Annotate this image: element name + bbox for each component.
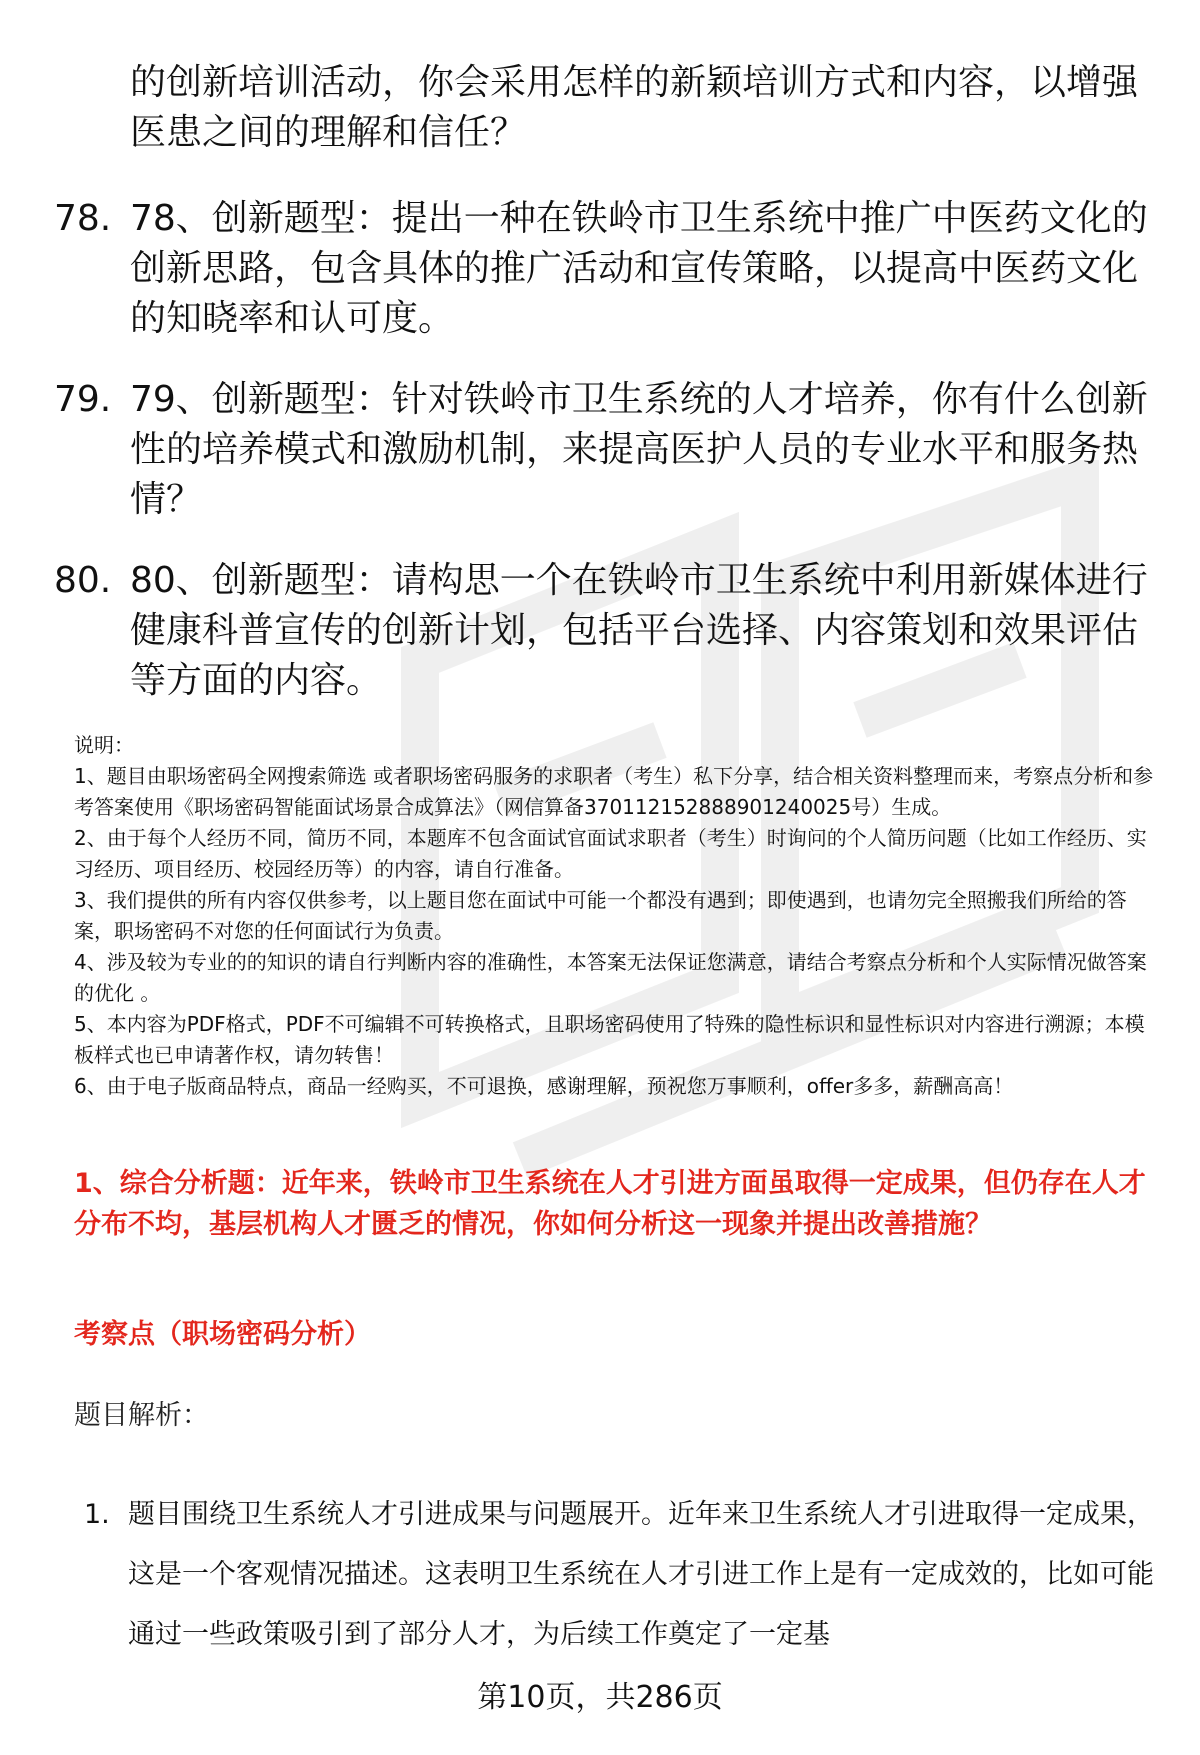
notes-section (74, 730, 1164, 1102)
list-item (40, 556, 1150, 706)
analysis-text: 题目围绕卫生系统人才引进成果与问题展开。近年来卫生系统人才引进取得一定成果，这是一个客观情况描述。这表明卫生系统在人才引进工作上是有一定成效的，比如可能通过一些政策吸引到了部分人才，为后续工作奠定了一定基 (128, 1499, 1154, 1650)
note-item: 4、涉及较为专业的的知识的请自行判断内容的准确性，本答案无法保证您满意，请结合考察点分析和个人实际情况做答案的优化 。 (74, 950, 1147, 1005)
exam-point-label: 考察点（职场密码分析） (74, 1319, 371, 1350)
page-footer: 第10页，共286页 (477, 1680, 723, 1715)
analysis-heading: 题目解析： (74, 1400, 209, 1431)
notes-heading: 说明： (74, 733, 134, 757)
question-number: 79. (54, 379, 112, 420)
question-list (40, 194, 1150, 737)
question-text: 80、创新题型：请构思一个在铁岭市卫生系统中利用新媒体进行健康科普宣传的创新计划，包括平台选择、内容策划和效果评估等方面的内容。 (130, 560, 1148, 701)
note-item: 6、由于电子版商品特点，商品一经购买，不可退换，感谢理解，预祝您万事顺利，offer多多，薪酬高高！ (74, 1074, 1014, 1098)
note-item: 2、由于每个人经历不同，简历不同，本题库不包含面试官面试求职者（考生）时询问的个人简历问题（比如工作经历、实习经历、项目经历、校园经历等）的内容，请自行准备。 (74, 826, 1147, 881)
list-item (40, 375, 1150, 525)
list-item (40, 194, 1150, 344)
featured-question: 1、综合分析题：近年来，铁岭市卫生系统在人才引进方面虽取得一定成果，但仍存在人才分布不均，基层机构人才匮乏的情况，你如何分析这一现象并提出改善措施？ (74, 1168, 1146, 1240)
note-item: 3、我们提供的所有内容仅供参考，以上题目您在面试中可能一个都没有遇到；即使遇到，也请勿完全照搬我们所给的答案，职场密码不对您的任何面试行为负责。 (74, 888, 1127, 943)
question-number: 80. (54, 560, 112, 601)
question-text: 78、创新题型：提出一种在铁岭市卫生系统中推广中医药文化的创新思路，包含具体的推广活动和宣传策略，以提高中医药文化的知晓率和认可度。 (130, 198, 1148, 339)
analysis-number: 1. (84, 1499, 110, 1530)
question-text: 79、创新题型：针对铁岭市卫生系统的人才培养，你有什么创新性的培养模式和激励机制，来提高医护人员的专业水平和服务热情？ (130, 379, 1148, 520)
note-item: 1、题目由职场密码全网搜索筛选 或者职场密码服务的求职者（考生）私下分享，结合相关资料整理而来，考察点分析和参考答案使用《职场密码智能面试场景合成算法》（网信算备370112152888901240025号）生成。 (74, 764, 1154, 819)
question-number: 78. (54, 198, 112, 239)
list-item (84, 1485, 1154, 1665)
analysis-list (84, 1485, 1154, 1665)
note-item: 5、本内容为PDF格式，PDF不可编辑不可转换格式，且职场密码使用了特殊的隐性标识和显性标识对内容进行溯源；本模板样式也已申请著作权，请勿转售！ (74, 1012, 1145, 1067)
question-77-continuation: 的创新培训活动，你会采用怎样的新颖培训方式和内容，以增强医患之间的理解和信任？ (130, 62, 1139, 153)
